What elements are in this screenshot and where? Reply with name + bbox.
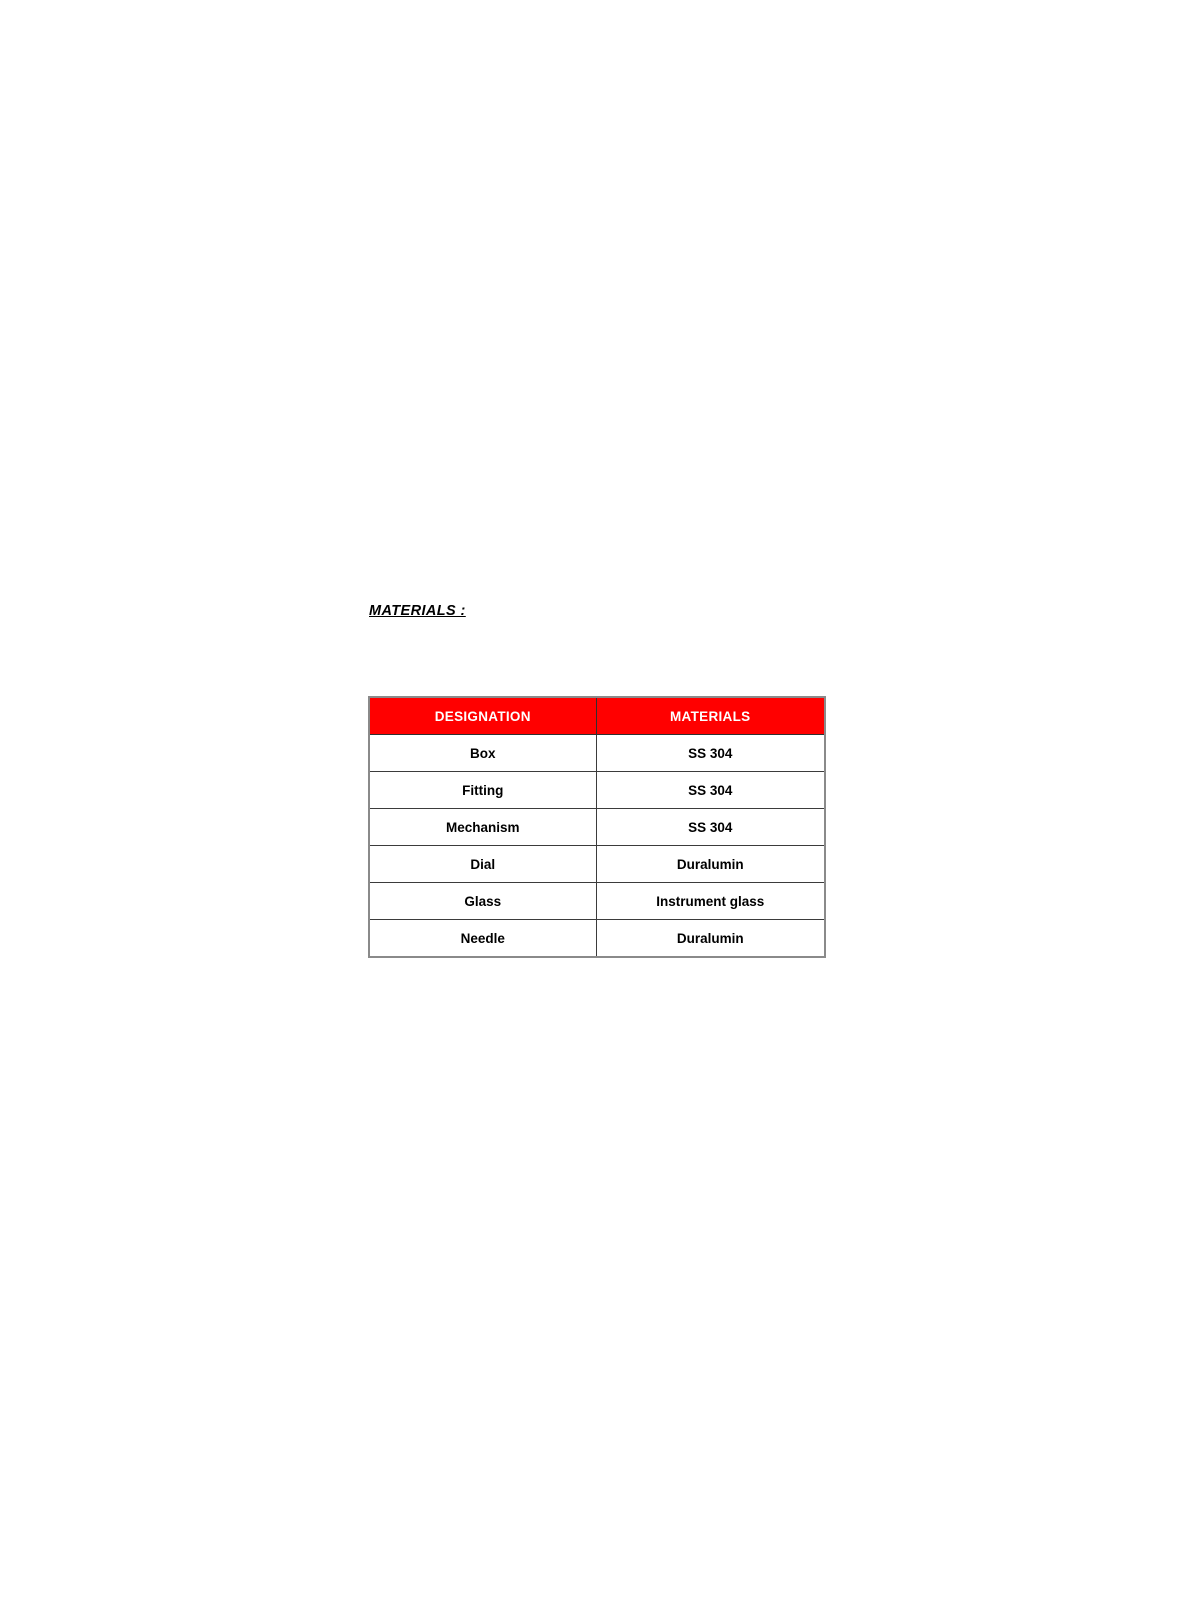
table-row: [369, 772, 825, 809]
column-header-materials: MATERIALS: [596, 697, 825, 735]
designation-cell: Glass: [369, 883, 596, 920]
material-cell: SS 304: [596, 809, 825, 846]
material-cell: Instrument glass: [596, 883, 825, 920]
table-row: [369, 735, 825, 772]
material-cell: SS 304: [596, 772, 825, 809]
designation-cell: Dial: [369, 846, 596, 883]
table-row: [369, 809, 825, 846]
designation-cell: Fitting: [369, 772, 596, 809]
table-row: [369, 883, 825, 920]
designation-cell: Box: [369, 735, 596, 772]
material-cell: Duralumin: [596, 846, 825, 883]
column-header-designation: DESIGNATION: [369, 697, 596, 735]
table-header-row: [369, 697, 825, 735]
material-cell: SS 304: [596, 735, 825, 772]
materials-table: [368, 696, 826, 958]
table-row: [369, 846, 825, 883]
material-cell: Duralumin: [596, 920, 825, 958]
designation-cell: Needle: [369, 920, 596, 958]
table-row: [369, 920, 825, 958]
materials-heading: MATERIALS :: [369, 603, 466, 619]
designation-cell: Mechanism: [369, 809, 596, 846]
